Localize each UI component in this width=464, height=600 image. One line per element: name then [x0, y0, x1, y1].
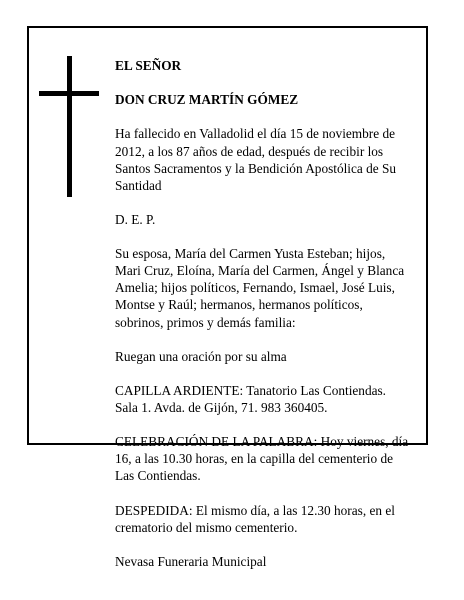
cross-horizontal-bar [39, 91, 99, 96]
cross-vertical-bar [67, 56, 72, 197]
obituary-notice [27, 26, 428, 569]
funeral-chapel: CAPILLA ARDIENTE: Tanatorio Las Contiendas. Sala 1. Avda. de Gijón, 71. 983 360405. [115, 382, 387, 415]
notice-text [115, 40, 415, 587]
deceased-name: DON CRUZ MARTÍN GÓMEZ [115, 92, 299, 108]
deceased-title: EL SEÑOR [115, 58, 182, 74]
death-announcement: Ha fallecido en Valladolid el día 15 de noviembre de 2012, a los 87 años de edad, después de recibir los Santos Sacramentos y la Bendición Apostólica de Su Santidad [115, 126, 397, 193]
funeral-home: Nevasa Funeraria Municipal [115, 553, 267, 569]
rip: D. E. P. [115, 211, 156, 227]
family-list: Su esposa, María del Carmen Yusta Esteban; hijos, Mari Cruz, Eloína, María del Carmen, Ángel y Blanca Amelia; hijos políticos, Fernando, Ismael, José Luis, Montse y Raúl; hermanos, hermanos políticos, sobrinos, primos y demás familia: [115, 246, 405, 330]
prayer-request: Ruegan una oración por su alma [115, 348, 287, 364]
cross-icon [39, 56, 99, 197]
celebration: CELEBRACIÓN DE LA PALABRA: Hoy viernes, día 16, a las 10.30 horas, en la capilla del cementerio de Las Contiendas. [115, 434, 409, 484]
farewell: DESPEDIDA: El mismo día, a las 12.30 horas, en el crematorio del mismo cementerio. [115, 502, 395, 535]
